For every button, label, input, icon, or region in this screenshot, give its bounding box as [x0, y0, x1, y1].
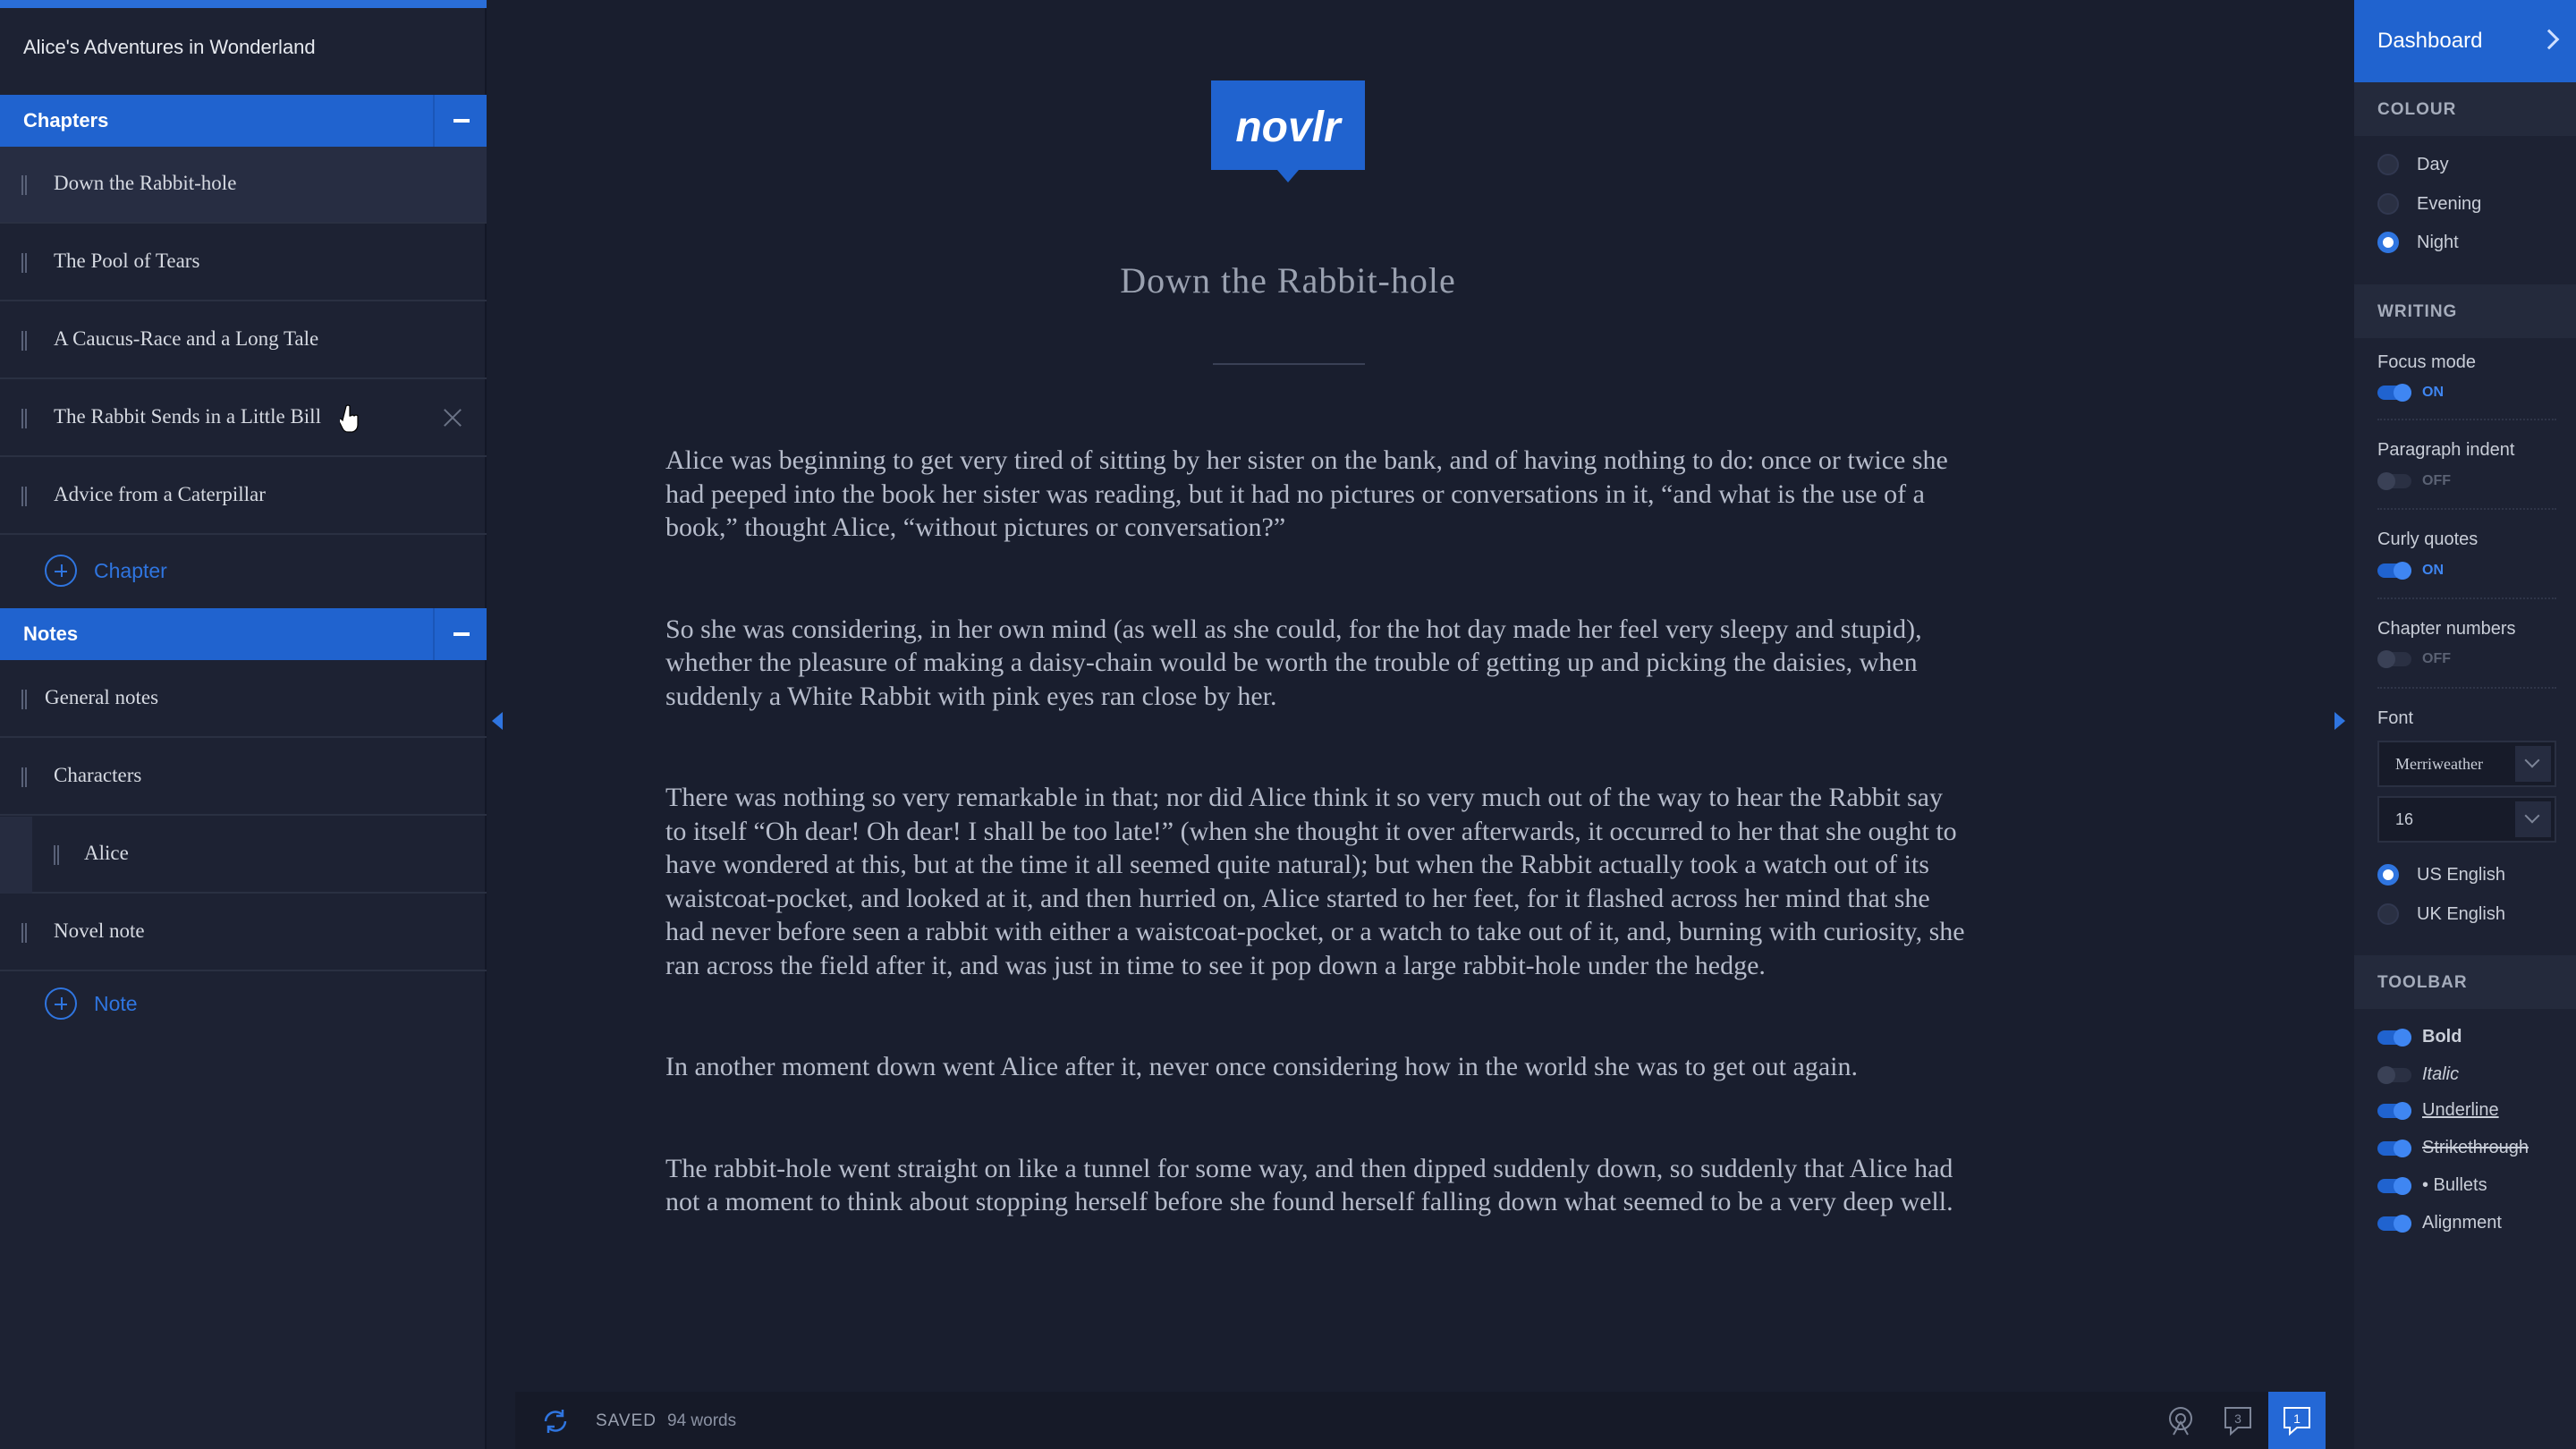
- toolbar-item-label: Strikethrough: [2422, 1138, 2529, 1157]
- toggle-knob: [2394, 1177, 2411, 1195]
- radio-label: US English: [2417, 865, 2505, 885]
- add-chapter-label: Chapter: [94, 559, 167, 582]
- divider: [2377, 597, 2556, 599]
- chapter-item[interactable]: [0, 147, 487, 224]
- dashboard-button[interactable]: [2354, 0, 2576, 82]
- drag-handle-icon[interactable]: [21, 331, 27, 351]
- divider: [2377, 687, 2556, 689]
- toggle-state: OFF: [2422, 473, 2451, 488]
- colour-section-header: [2354, 82, 2576, 136]
- toolbar-item-label: Bold: [2422, 1027, 2462, 1046]
- curly-quotes-label: Curly quotes: [2377, 530, 2479, 549]
- chapter-item[interactable]: [0, 225, 487, 301]
- chapters-header-label: Chapters: [23, 109, 109, 131]
- note-item-label: General notes: [45, 686, 159, 708]
- focus-mode-label: Focus mode: [2377, 352, 2477, 372]
- chevron-down-icon[interactable]: [2515, 746, 2551, 782]
- toggle-knob: [2394, 1215, 2411, 1233]
- radio-label: Day: [2417, 155, 2449, 174]
- target-icon[interactable]: [2165, 1404, 2197, 1436]
- collapse-notes-button[interactable]: [433, 608, 487, 660]
- status-bar: [515, 1392, 2326, 1449]
- radio-dot[interactable]: [2377, 903, 2399, 925]
- sync-icon: [540, 1406, 571, 1436]
- font-size-select[interactable]: [2377, 796, 2556, 843]
- drag-handle-icon[interactable]: [21, 253, 27, 273]
- toolbar-header-label: TOOLBAR: [2377, 973, 2468, 992]
- writing-section-header: [2354, 284, 2576, 338]
- chevron-down-icon[interactable]: [2515, 801, 2551, 837]
- toolbar-item-label: Alignment: [2422, 1213, 2502, 1233]
- chapter-body[interactable]: [665, 444, 1966, 1287]
- comment-icon: [2281, 1404, 2313, 1436]
- paragraph[interactable]: The rabbit-hole went straight on like a tunnel for some way, and then dipped suddenly down, so suddenly that Alice had not a moment to think about stopping herself before she found herself falling down what seemed to be a very deep well.: [665, 1153, 1953, 1216]
- drag-handle-icon[interactable]: [21, 923, 27, 943]
- drag-handle-icon[interactable]: [21, 175, 27, 195]
- saved-status: SAVED: [596, 1411, 657, 1430]
- comments-button[interactable]: [2268, 1392, 2326, 1449]
- drag-handle-icon[interactable]: [21, 487, 27, 506]
- drag-handle-icon[interactable]: [54, 845, 59, 865]
- chapter-item-label: Down the Rabbit-hole: [54, 172, 237, 194]
- add-icon: [45, 987, 77, 1020]
- chapter-item[interactable]: [0, 302, 487, 379]
- radio-label: Evening: [2417, 194, 2482, 214]
- add-note-label: Note: [94, 992, 138, 1015]
- divider: [2377, 508, 2556, 510]
- chevron-right-icon: [2539, 30, 2560, 50]
- note-item[interactable]: [0, 894, 487, 971]
- drag-handle-icon[interactable]: [21, 767, 27, 787]
- toggle-knob: [2394, 384, 2411, 402]
- toggle-state: ON: [2422, 385, 2444, 400]
- chapter-numbers-label: Chapter numbers: [2377, 619, 2516, 639]
- radio-label: Night: [2417, 233, 2459, 252]
- settings-panel: [2354, 0, 2576, 1449]
- note-item-nested[interactable]: [0, 817, 487, 894]
- toggle-knob: [2377, 1066, 2395, 1084]
- toggle-knob: [2394, 1102, 2411, 1120]
- svg-text:1: 1: [2293, 1411, 2301, 1426]
- left-sidebar: [0, 0, 487, 1449]
- collapse-right-panel-arrow-icon[interactable]: [2334, 712, 2345, 730]
- drag-handle-icon[interactable]: [21, 409, 27, 428]
- novlr-logo: [1211, 80, 1365, 186]
- toggle-knob: [2377, 650, 2395, 668]
- chapter-item-label: Advice from a Caterpillar: [54, 483, 266, 505]
- notes-header[interactable]: [0, 608, 487, 660]
- paragraph[interactable]: Alice was beginning to get very tired of sitting by her sister on the bank, and of having nothing to do: once or twice she had peeped into the book her sister was reading, but it had no pictures or conversations in it, “and what is the use of a book,” thought Alice, “without pictures or conversation?”: [665, 445, 1948, 542]
- chapter-item[interactable]: [0, 380, 487, 457]
- toolbar-section-header: [2354, 955, 2576, 1009]
- svg-text:3: 3: [2234, 1411, 2241, 1426]
- note-item[interactable]: [0, 739, 487, 816]
- title-divider: [1213, 363, 1365, 365]
- chapter-item-label: The Rabbit Sends in a Little Bill: [54, 405, 321, 428]
- chapter-item-label: A Caucus-Race and a Long Tale: [54, 327, 319, 350]
- chapter-title[interactable]: Down the Rabbit-hole: [1120, 260, 1456, 301]
- add-note-button[interactable]: [0, 968, 487, 1039]
- chapter-item-label: The Pool of Tears: [54, 250, 200, 272]
- word-count: 94 words: [667, 1411, 737, 1430]
- colour-header-label: COLOUR: [2377, 100, 2457, 119]
- paragraph[interactable]: There was nothing so very remarkable in that; nor did Alice think it so very much out of the way to hear the Rabbit say to itself “Oh dear! Oh dear! I shall be too late!” (when she thought it over afterwards, it occurred to her that she ought to have wondered at this, but at the time it all seemed quite natural); but when the Rabbit actually took a watch out of its waistcoat-pocket, and looked at it, and then hurried on, Alice started to her feet, for it flashed across her mind that she had never before seen a rabbit with either a waistcoat-pocket, or a watch to take out of it, and, burning with curiosity, she ran across the field after it, and was just in time to see it pop down a large rabbit-hole under the hedge.: [665, 783, 1965, 980]
- hand-cursor-icon: [340, 404, 360, 435]
- radio-label: UK English: [2417, 904, 2505, 924]
- font-size-value: 16: [2395, 810, 2414, 828]
- paragraph[interactable]: So she was considering, in her own mind (as well as she could, for the hot day made her feel very sleepy and stupid), whether the pleasure of making a daisy-chain would be worth the trouble of getting up and picking the daisies, when suddenly a White Rabbit with pink eyes ran close by her.: [665, 614, 1922, 711]
- toggle-knob: [2394, 562, 2411, 580]
- radio-dot[interactable]: [2377, 864, 2399, 886]
- delete-chapter-icon[interactable]: [442, 406, 463, 428]
- sidebar-top-accent: [0, 0, 487, 8]
- collapse-chapters-button[interactable]: [433, 95, 487, 147]
- book-title[interactable]: Alice's Adventures in Wonderland: [23, 36, 316, 58]
- radio-dot[interactable]: [2377, 193, 2399, 215]
- chapter-item[interactable]: [0, 458, 487, 535]
- radio-dot[interactable]: [2377, 154, 2399, 175]
- add-icon: [45, 555, 77, 587]
- dashboard-label: Dashboard: [2377, 29, 2483, 53]
- toolbar-item-label: Underline: [2422, 1100, 2499, 1120]
- font-family-value: Merriweather: [2395, 755, 2483, 773]
- notes-header-label: Notes: [23, 623, 79, 645]
- drag-handle-icon[interactable]: [21, 690, 27, 709]
- writing-header-label: WRITING: [2377, 302, 2458, 321]
- notes-count-icon[interactable]: [2222, 1404, 2254, 1436]
- font-label: Font: [2377, 708, 2414, 728]
- toggle-knob: [2377, 472, 2395, 490]
- toggle-state: OFF: [2422, 651, 2451, 666]
- paragraph-indent-label: Paragraph indent: [2377, 440, 2515, 460]
- note-item-label: Novel note: [54, 919, 145, 942]
- toggle-knob: [2394, 1029, 2411, 1046]
- toggle-state: ON: [2422, 563, 2444, 578]
- toolbar-item-label: Italic: [2422, 1064, 2460, 1084]
- toggle-knob: [2394, 1140, 2411, 1157]
- font-family-select[interactable]: [2377, 741, 2556, 787]
- note-item-label: Characters: [54, 764, 142, 786]
- radio-dot[interactable]: [2377, 232, 2399, 253]
- paragraph[interactable]: In another moment down went Alice after it, never once considering how in the world she was to get out again.: [665, 1052, 1858, 1081]
- svg-text:novlr: novlr: [1235, 104, 1341, 151]
- nesting-indent: [0, 817, 32, 894]
- note-item[interactable]: [0, 661, 487, 738]
- toolbar-item-label: • Bullets: [2422, 1175, 2487, 1195]
- chapters-header[interactable]: [0, 95, 487, 147]
- collapse-left-panel-arrow-icon[interactable]: [492, 712, 503, 730]
- note-item-label: Alice: [84, 842, 129, 864]
- divider: [2377, 419, 2556, 420]
- add-chapter-button[interactable]: [0, 535, 487, 606]
